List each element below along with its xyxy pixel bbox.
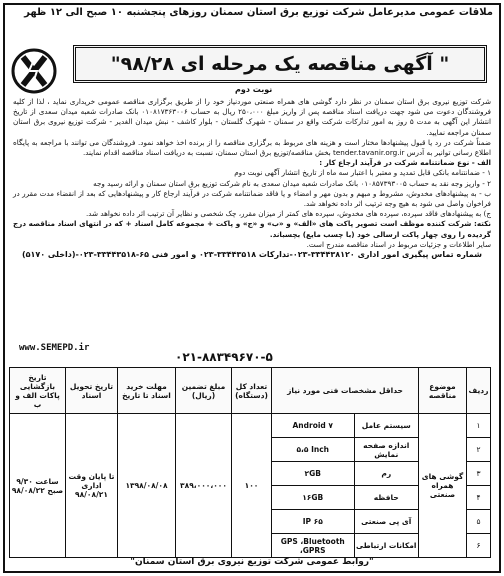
spec-value: ۱۶GB bbox=[272, 486, 355, 510]
delivery-cell: تا پایان وقت اداری ۹۸/۰۸/۲۱ bbox=[66, 414, 118, 558]
spec-value: Android ۷ bbox=[272, 414, 355, 438]
col-opening: تاریخ بازگشایی پاکات الف و ب bbox=[10, 368, 66, 414]
guarantee-item-1: ۱ - ضمانتنامه بانکی قابل تمدید و معتبر با اعتبار سه ماه از تاریخ انتشار آگهی نوبت دوم bbox=[234, 168, 491, 178]
tender-table bbox=[9, 367, 491, 558]
spec-name: رم bbox=[354, 462, 419, 486]
row-number: ۲ bbox=[467, 438, 491, 462]
col-radif: ردیف bbox=[467, 368, 491, 414]
spec-name: آی پی صنعتی bbox=[354, 510, 419, 534]
website-link[interactable]: www.SEMEPD.ir bbox=[19, 343, 90, 353]
guarantee-item-2: ۲ - واریز وجه نقد به حساب ۰۱۰۸۵۷۳۹۳۰۰۵ بانک صادرات شعبه میدان سعدی به نام شرکت توزیع برق استان سمنان و ارائه رسید وجه bbox=[93, 178, 491, 188]
col-delivery: تاریخ تحویل اسناد bbox=[66, 368, 118, 414]
paragraph-conditions: ضمناً شرکت در رد یا قبول پیشنهادها مختار است و هزینه های مربوط به برگزاری مناقصه را از برنده اخذ خواهد نمود. فروشندگان می توانند با مراجعه به پایگاه اطلاع رسانی توانیر به آدرس tender.tavanir.org.ir بخش مناقصه/توزیع برق استان سمنان، نسبت به دریافت اسناد مناقصه اقدام نمایند. bbox=[13, 137, 491, 158]
round-label: نوبت دوم bbox=[235, 85, 273, 94]
qty-cell: ۱۰۰ bbox=[232, 414, 272, 558]
col-qty: تعداد کل (دستگاه) bbox=[232, 368, 272, 414]
notice-page bbox=[3, 3, 501, 573]
spec-name: حافظه bbox=[354, 486, 419, 510]
subject-cell: گوشی های همراه صنعتی bbox=[419, 414, 467, 558]
paragraph-intro: شرکت توزیع نیروی برق استان سمنان در نظر دارد گوشی های همراه صنعتی موردنیاز خود را از طریق برگزاری مناقصه عمومی خریداری نماید ، لذا از کلیه فروشندگان دعوت می شود جهت دریافت اسناد مناقصه پس از واریز مبلغ ۲۵۰،۰۰۰ ریال به حساب ۰۱۰۸۱۷۳۶۳۰۰۶ بانک صادرات شعبه میدان سعدی از تاریخ انتشار این آگهی به مدت ۵ روز به امور تدارکات شرکت واقع در سمنان - شهرک گلستان - بلوار کاشف - نبش میدان الغدیر - شرکت توزیع نیروی برق استان سمنان مراجعه نمایید. bbox=[13, 97, 491, 137]
item-b: ب - به پیشنهادهای مخدوش، مشروط و مبهم و بدون مهر و امضاء و یا فاقد ضمانتنامه شرکت در فرآیند ارجاع کار و پیشنهادهایی که بعد از انقضاء مدت مقرر در فراخوان واصل می شود به هیچ وجه ترتیب اثر داده نخواهد شد. bbox=[13, 188, 491, 209]
deadline-cell: ۱۳۹۸/۰۸/۰۸ bbox=[118, 414, 176, 558]
col-specs: حداقل مشخصات فنی مورد نیاز bbox=[272, 368, 419, 414]
contact-numbers: شماره تماس پیگیری امور اداری ۳۳۴۴۳۸۱۲۰-۰۲۳-تدارکات ۳۳۴۴۳۵۱۸-۰۲۳ و امور فنی ۶۵-۳۳۴۴۳۵۱۸-۰۲۳-(داخلی ۵۱۷۰) bbox=[21, 250, 483, 260]
item-c: ج) به پیشنهادهای فاقد سپرده، سپرده های مخدوش، سپرده های کمتر از میزان مقرر، چک شخصی و نظایر آن ترتیب اثر داده نخواهد شد. bbox=[85, 209, 491, 219]
spec-name: اندازه صفحه نمایش bbox=[354, 438, 419, 462]
footer-signature: "روابط عمومی شرکت توزیع نیروی برق استان سمنان" bbox=[130, 557, 374, 567]
spec-name: سیستم عامل bbox=[354, 414, 419, 438]
row-number: ۶ bbox=[467, 534, 491, 558]
table-row bbox=[10, 414, 491, 438]
deposit-cell: ۳۸۹،۰۰۰،۰۰۰ bbox=[176, 414, 232, 558]
spec-value: GPS ،Bluetooth ،GPRS bbox=[272, 534, 355, 558]
col-subject: موضوع مناقصه bbox=[419, 368, 467, 414]
notice-title: " آگهی مناقصه یک مرحله ای ۹۸/۲۸" bbox=[73, 45, 487, 83]
spec-value: ۵،۵ Inch bbox=[272, 438, 355, 462]
spec-value: IP ۶۵ bbox=[272, 510, 355, 534]
spec-name: امکانات ارتباطی bbox=[354, 534, 419, 558]
secondary-phone: ۰۲۱-۸۸۳۴۹۶۷۰-۵ bbox=[175, 350, 273, 364]
top-announcement: ملاقات عمومی مدیرعامل شرکت توزیع برق استان سمنان روزهای پنجشنبه ۱۰ صبح الی ۱۲ ظهر bbox=[24, 7, 493, 18]
col-deadline: مهلت خرید اسناد تا تاریخ bbox=[118, 368, 176, 414]
row-number: ۳ bbox=[467, 462, 491, 486]
spec-value: ۲GB bbox=[272, 462, 355, 486]
more-info: سایر اطلاعات و جزئیات مربوط در اسناد مناقصه مندرج است. bbox=[306, 239, 491, 249]
col-deposit: مبلغ تضمین (ریال) bbox=[176, 368, 232, 414]
row-number: ۵ bbox=[467, 510, 491, 534]
note: نکته: شرکت کننده موظف است تصویر پاکت های «الف» و «ب» و «ج» و پاکت + مجموعه کامل اسناد + که در انتهای اسناد مناقصه درج گردیده را روی چهار پاکت ارسالی خود (با چسب مایع) بچسباند. bbox=[13, 219, 491, 239]
row-number: ۱ bbox=[467, 414, 491, 438]
notice-body bbox=[13, 97, 491, 260]
opening-cell: ساعت ۹/۳۰ صبح ۹۸/۰۸/۲۲ bbox=[10, 414, 66, 558]
section-title: الف - نوع ضمانتنامه شرکت در فرآیند ارجاع کار : bbox=[319, 158, 491, 168]
row-number: ۴ bbox=[467, 486, 491, 510]
company-logo-icon bbox=[9, 45, 59, 101]
